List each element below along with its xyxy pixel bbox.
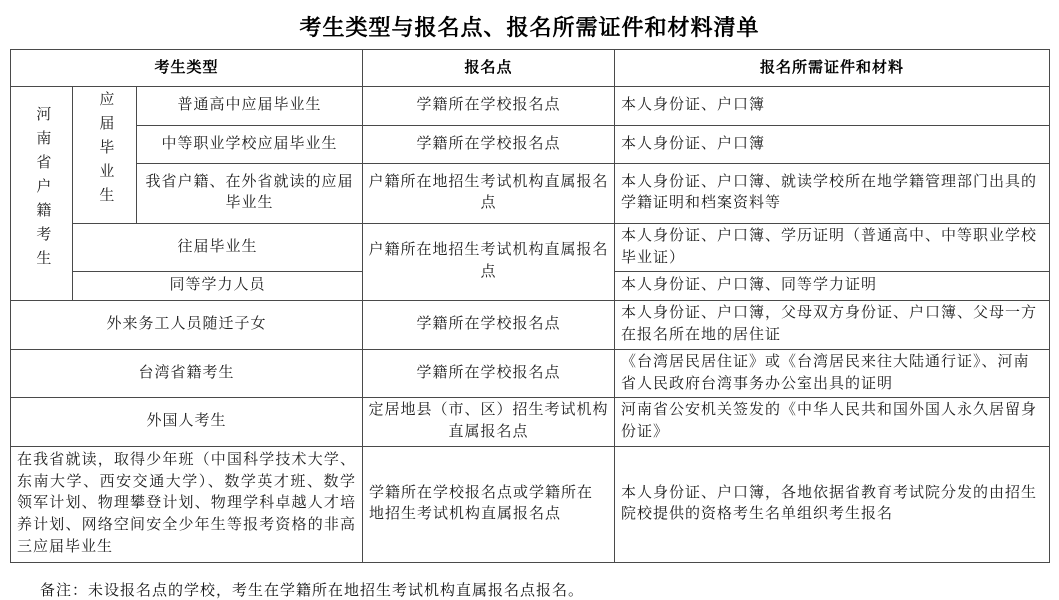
cell-point: 学籍所在学校报名点或学籍所在地招生考试机构直属报名点	[363, 446, 615, 562]
group-fresh-label: 应届毕业生	[97, 91, 114, 211]
cell-docs: 本人身份证、户口簿	[615, 126, 1050, 164]
header-registration-point: 报名点	[363, 50, 615, 87]
cell-point: 定居地县（市、区）招生考试机构直属报名点	[363, 398, 615, 447]
cell-docs: 本人身份证、户口簿、就读学校所在地学籍管理部门出具的学籍证明和档案资料等	[615, 163, 1050, 223]
cell-docs: 本人身份证、户口簿、学历证明（普通高中、中等职业学校毕业证）	[615, 223, 1050, 272]
group-henan-residents	[11, 87, 73, 301]
document-title: 考生类型与报名点、报名所需证件和材料清单	[299, 15, 760, 40]
cell-docs: 河南省公安机关签发的《中华人民共和国外国人永久居留身份证》	[615, 398, 1050, 447]
table-row	[11, 301, 1050, 350]
footnote: 备注：未设报名点的学校，考生在学籍所在地招生考试机构直属报名点报名。	[40, 582, 585, 599]
cell-type: 我省户籍、在外省就读的应届毕业生	[137, 163, 363, 223]
cell-docs: 《台湾居民居住证》或《台湾居民来往大陆通行证》、河南省人民政府台湾事务办公室出具的证明	[615, 349, 1050, 398]
table-row	[11, 126, 1050, 164]
cell-type: 在我省就读，取得少年班（中国科学技术大学、东南大学、西安交通大学）、数学英才班、数学领军计划、物理攀登计划、物理学科卓越人才培养计划、网络空间安全少年生等报考资格的非高三应届毕业生	[11, 446, 363, 562]
cell-type: 中等职业学校应届毕业生	[137, 126, 363, 164]
cell-type: 同等学力人员	[73, 272, 363, 301]
candidates-table	[10, 49, 1050, 563]
cell-type: 外来务工人员随迁子女	[11, 301, 363, 350]
header-row	[11, 50, 1050, 87]
table-row	[11, 87, 1050, 126]
cell-type: 台湾省籍考生	[11, 349, 363, 398]
cell-point: 学籍所在学校报名点	[363, 349, 615, 398]
cell-docs: 本人身份证、户口簿	[615, 87, 1050, 126]
cell-point: 学籍所在学校报名点	[363, 126, 615, 164]
cell-point: 学籍所在学校报名点	[363, 301, 615, 350]
cell-type: 普通高中应届毕业生	[137, 87, 363, 126]
table-row	[11, 223, 1050, 272]
table-row	[11, 163, 1050, 223]
cell-type: 外国人考生	[11, 398, 363, 447]
cell-docs: 本人身份证、户口簿，父母双方身份证、户口簿、父母一方在报名所在地的居住证	[615, 301, 1050, 350]
cell-point: 户籍所在地招生考试机构直属报名点	[363, 223, 615, 301]
cell-docs: 本人身份证、户口簿、同等学力证明	[615, 272, 1050, 301]
group-fresh-graduates	[73, 87, 137, 224]
table-row	[11, 446, 1050, 562]
cell-docs: 本人身份证、户口簿，各地依据省教育考试院分发的由招生院校提供的资格考生名单组织考生报名	[615, 446, 1050, 562]
table-row	[11, 398, 1050, 447]
header-documents: 报名所需证件和材料	[615, 50, 1050, 87]
cell-point: 户籍所在地招生考试机构直属报名点	[363, 163, 615, 223]
table-row	[11, 349, 1050, 398]
cell-type: 往届毕业生	[73, 223, 363, 272]
group-henan-label: 河南省户籍考生	[34, 105, 51, 274]
header-candidate-type: 考生类型	[11, 50, 363, 87]
cell-point: 学籍所在学校报名点	[363, 87, 615, 126]
